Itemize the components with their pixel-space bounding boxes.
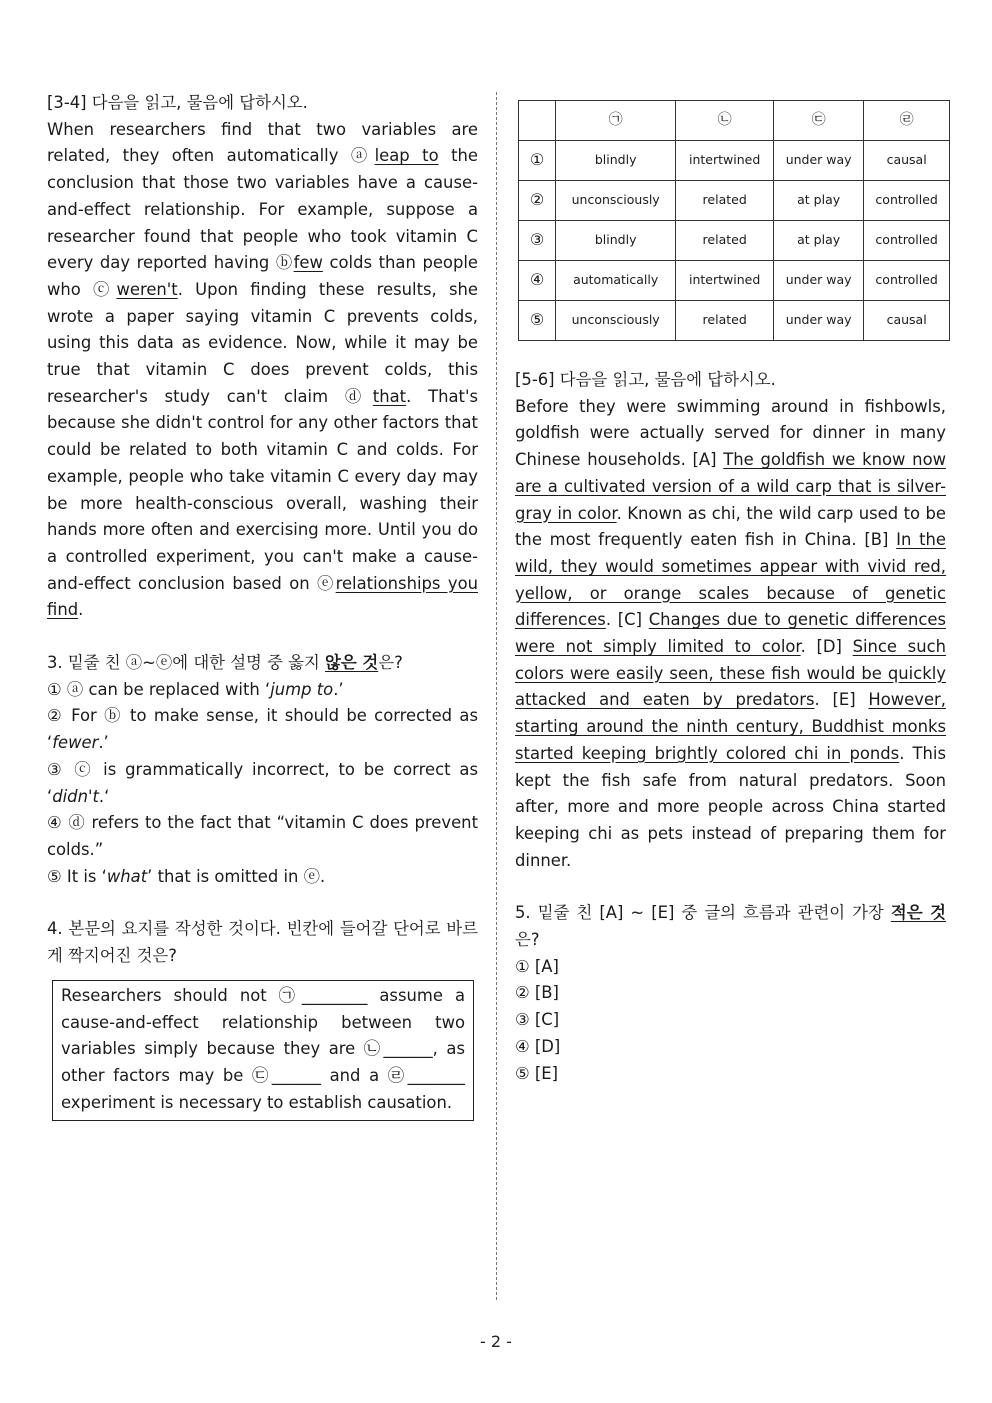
question-5-option-4[interactable]: ④ [D] xyxy=(515,1036,561,1056)
page-number: - 2 - xyxy=(480,1332,512,1351)
question-5-option-3[interactable]: ③ [C] xyxy=(515,1010,560,1030)
table-row[interactable] xyxy=(519,261,950,301)
table-cell: causal xyxy=(864,301,950,341)
table-cell: under way xyxy=(773,301,863,341)
underline-C: Changes due to genetic differences were not simply limited to color xyxy=(515,610,946,657)
passage-5-6: Before they were swimming around in fishbowls, goldfish were actually served for dinner in many Chinese households. [A] The goldfish we know now are a cultivated version of a wild carp that is silver-gray in color. Known as chi, the wild carp used to be the most frequently eaten fish in China. [B] In the wild, they would sometimes appear with vivid red, yellow, or orange scales because of genetic differences. [C] Changes due to genetic differences were not simply limited to color. [D] Since such colors were easily seen, these fish would be quickly attacked and eaten by predators. [E] However, starting around the ninth century, Buddhist monks started keeping brightly colored chi in ponds. This kept the fish safe from natural predators. Soon after, more and more people across China started keeping chi as pets instead of preparing them for dinner. xyxy=(515,396,947,870)
table-header-row xyxy=(519,101,950,141)
underline-b: few xyxy=(293,253,323,273)
underline-E: However, starting around the ninth century, Buddhist monks started keeping brightly colored chi in ponds xyxy=(515,690,946,763)
question-3-option-3[interactable]: ③ ⓒ is grammatically incorrect, to be correct as ‘didn't.‘ xyxy=(47,759,478,806)
table-cell: intertwined xyxy=(676,261,774,301)
table-cell: controlled xyxy=(864,221,950,261)
question-5-stem: 5. 밑줄 친 [A] ~ [E] 중 글의 흐름과 관련이 가장 적은 것은? xyxy=(515,903,946,950)
emphasis-not: 않은 것 xyxy=(325,653,379,673)
table-header-3: ㉢ xyxy=(773,101,863,141)
underline-c: weren't xyxy=(116,279,178,299)
table-header-4: ㉣ xyxy=(864,101,950,141)
table-cell: controlled xyxy=(864,181,950,221)
table-row[interactable] xyxy=(519,141,950,181)
passage-3-4: When researchers find that two variables are related, they often automatically ⓐleap to the conclusion that those two variables have a cause-and-effect relationship. For example, suppose a researcher found that people who took vitamin C every day reported having ⓑfew colds than people who ⓒweren't. Upon finding these results, she wrote a paper saying vitamin C prevents colds, using this data as evidence. Now, while it may be true that vitamin C does prevent colds, this researcher's study can't claim ⓓthat. That's because she didn't control for any other factors that could be related to both vitamin C and colds. For example, people who take vitamin C every day may be more health-conscious overall, washing their hands more often and exercising more. Until you do a controlled experiment, you can't make a cause-and-effect conclusion based on ⓔrelationships you find. xyxy=(47,119,479,620)
table-row[interactable] xyxy=(519,181,950,221)
right-column xyxy=(515,90,946,1087)
spacer xyxy=(515,874,946,900)
table-row[interactable] xyxy=(519,221,950,261)
table-cell: related xyxy=(676,181,774,221)
question-3-option-4[interactable]: ④ ⓓ refers to the fact that “vitamin C does prevent colds.” xyxy=(47,813,478,859)
mark-c: ⓒ xyxy=(93,279,117,299)
mark-d: ⓓ xyxy=(344,386,373,406)
table-cell: unconsciously xyxy=(556,301,676,341)
spacer xyxy=(47,624,478,650)
left-column xyxy=(47,90,478,1121)
row-number: ① xyxy=(519,141,556,181)
table-cell: related xyxy=(676,221,774,261)
table-header-1: ㉠ xyxy=(556,101,676,141)
question-4-stem: 4. 본문의 요지를 작성한 것이다. 빈칸에 들어갈 단어로 바르게 짝지어진 것은? xyxy=(47,919,478,966)
table-cell: unconsciously xyxy=(556,181,676,221)
question-3-option-1[interactable]: ① ⓐ can be replaced with ‘jump to.’ xyxy=(47,679,344,699)
table-cell: intertwined xyxy=(676,141,774,181)
table-cell: under way xyxy=(773,141,863,181)
row-number: ② xyxy=(519,181,556,221)
table-header-2: ㉡ xyxy=(676,101,774,141)
table-cell: causal xyxy=(864,141,950,181)
question-5-option-2[interactable]: ② [B] xyxy=(515,983,559,1003)
emphasis-least: 적은 것 xyxy=(890,903,946,923)
table-cell: at play xyxy=(773,181,863,221)
spacer xyxy=(47,890,478,916)
underline-d: that xyxy=(372,386,407,406)
column-divider xyxy=(496,92,497,1300)
table-row[interactable] xyxy=(519,301,950,341)
underline-A: The goldfish we know now are a cultivated version of a wild carp that is silver-gray in color xyxy=(515,450,947,523)
underline-D: Since such colors were easily seen, these fish would be quickly attacked and eaten by predators xyxy=(515,637,947,710)
question-3-stem: 3. 밑줄 친 ⓐ~ⓔ에 대한 설명 중 옳지 않은 것은? xyxy=(47,653,403,673)
table-cell: blindly xyxy=(556,221,676,261)
mark-b: ⓑ xyxy=(275,253,294,273)
underline-B: In the wild, they would sometimes appear with vivid red, yellow, or orange scales because of genetic differences xyxy=(515,530,946,630)
underline-a: leap to xyxy=(374,146,439,166)
section-header-5-6: [5-6] 다음을 읽고, 물음에 답하시오. xyxy=(515,370,776,389)
row-number: ③ xyxy=(519,221,556,261)
table-cell: related xyxy=(676,301,774,341)
section-header-3-4: [3-4] 다음을 읽고, 물음에 답하시오. xyxy=(47,93,308,112)
row-number: ④ xyxy=(519,261,556,301)
answer-choice-table xyxy=(518,100,950,341)
table-cell: under way xyxy=(773,261,863,301)
underline-e: relationships you find xyxy=(47,573,478,620)
table-cell: controlled xyxy=(864,261,950,301)
table-cell: blindly xyxy=(556,141,676,181)
table-cell: automatically xyxy=(556,261,676,301)
question-3-option-2[interactable]: ② For ⓑ to make sense, it should be corrected as ‘fewer.’ xyxy=(47,706,478,753)
row-number: ⑤ xyxy=(519,301,556,341)
summary-box: Researchers should not ㉠________ assume a cause-and-effect relationship between two variables simply because they are ㉡______, as other factors may be ㉢______ and a ㉣_______ experiment is necessary to establish causation. xyxy=(52,980,474,1122)
question-3-option-5[interactable]: ⑤ It is ‘what’ that is omitted in ⓔ. xyxy=(47,866,326,886)
question-5-option-5[interactable]: ⑤ [E] xyxy=(515,1063,559,1083)
question-5-option-1[interactable]: ① [A] xyxy=(515,956,559,976)
table-corner-cell xyxy=(519,101,556,141)
mark-a: ⓐ xyxy=(350,146,375,166)
spacer xyxy=(515,341,946,367)
table-cell: at play xyxy=(773,221,863,261)
mark-e: ⓔ xyxy=(317,573,336,593)
